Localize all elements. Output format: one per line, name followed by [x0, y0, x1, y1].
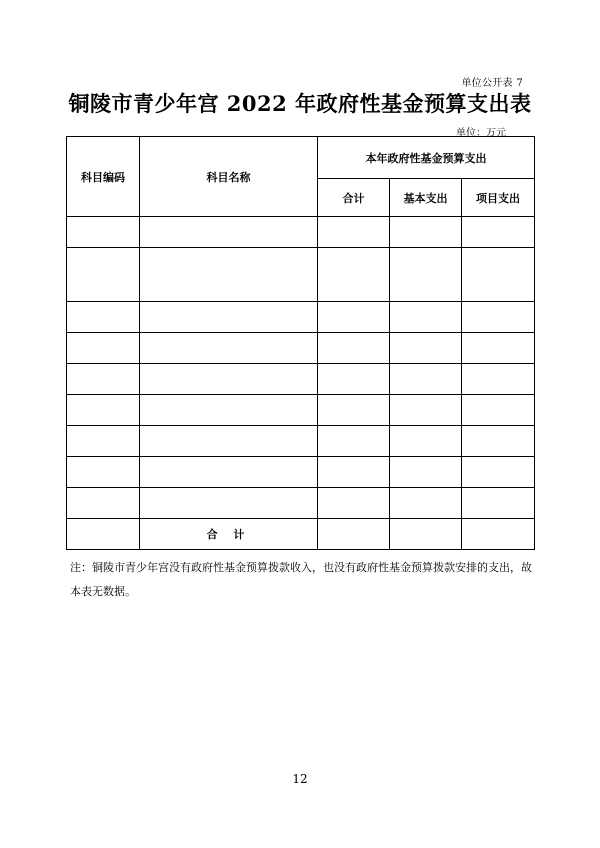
table-row — [67, 426, 535, 457]
footnote: 注：铜陵市青少年宫没有政府性基金预算拨款收入，也没有政府性基金预算拨款安排的支出，故本表无数据。 — [70, 561, 532, 598]
table-cell — [390, 519, 462, 550]
column-header-code: 科目编码 — [67, 137, 140, 217]
table-cell — [67, 364, 140, 395]
table-cell — [462, 488, 535, 519]
column-header-project: 项目支出 — [462, 179, 535, 217]
table-cell — [390, 248, 462, 302]
table-cell — [318, 488, 390, 519]
table-cell — [67, 395, 140, 426]
total-row — [67, 519, 535, 550]
table-cell — [390, 333, 462, 364]
table-cell — [67, 302, 140, 333]
table-cell — [318, 333, 390, 364]
table-cell — [318, 248, 390, 302]
table-cell — [318, 217, 390, 248]
table-cell — [67, 488, 140, 519]
table-cell — [390, 217, 462, 248]
table-row — [67, 364, 535, 395]
table-row — [67, 217, 535, 248]
table-cell — [390, 488, 462, 519]
page-title: 铜陵市青少年宫 2022 年政府性基金预算支出表 — [68, 91, 532, 116]
table-cell — [318, 395, 390, 426]
table-cell — [462, 248, 535, 302]
table-cell — [462, 426, 535, 457]
unit-label: 单位：万元 — [456, 128, 506, 139]
table-cell — [318, 364, 390, 395]
table-cell — [318, 457, 390, 488]
table-row — [67, 457, 535, 488]
column-header-total: 合计 — [318, 179, 390, 217]
column-group-header: 本年政府性基金预算支出 — [318, 137, 535, 179]
table-cell — [67, 519, 140, 550]
table-cell — [318, 426, 390, 457]
table-cell — [140, 302, 318, 333]
table-cell — [462, 302, 535, 333]
table-cell — [140, 488, 318, 519]
table-row — [67, 488, 535, 519]
table-cell — [140, 426, 318, 457]
table-cell — [67, 333, 140, 364]
table-cell — [67, 457, 140, 488]
table-cell — [140, 248, 318, 302]
table-cell — [318, 519, 390, 550]
budget-table — [66, 136, 535, 550]
page-number: 12 — [292, 772, 308, 786]
table-cell — [140, 457, 318, 488]
table-cell — [462, 217, 535, 248]
table-cell — [67, 217, 140, 248]
table-cell — [318, 302, 390, 333]
table-row — [67, 302, 535, 333]
column-header-name: 科目名称 — [140, 137, 318, 217]
table-row — [67, 333, 535, 364]
table-cell — [390, 457, 462, 488]
total-row-label: 合 计 — [140, 519, 318, 550]
table-cell — [462, 395, 535, 426]
table-row — [67, 395, 535, 426]
table-cell — [140, 217, 318, 248]
table-cell — [390, 395, 462, 426]
table-cell — [67, 248, 140, 302]
table-cell — [462, 519, 535, 550]
table-cell — [462, 457, 535, 488]
table-cell — [390, 426, 462, 457]
form-number: 单位公开表 7 — [461, 78, 523, 89]
table-cell — [462, 364, 535, 395]
table-cell — [462, 333, 535, 364]
table-cell — [390, 302, 462, 333]
table-cell — [140, 333, 318, 364]
column-header-basic: 基本支出 — [390, 179, 462, 217]
table-cell — [140, 364, 318, 395]
table-row — [67, 248, 535, 302]
table-cell — [67, 426, 140, 457]
table-cell — [140, 395, 318, 426]
table-cell — [390, 364, 462, 395]
